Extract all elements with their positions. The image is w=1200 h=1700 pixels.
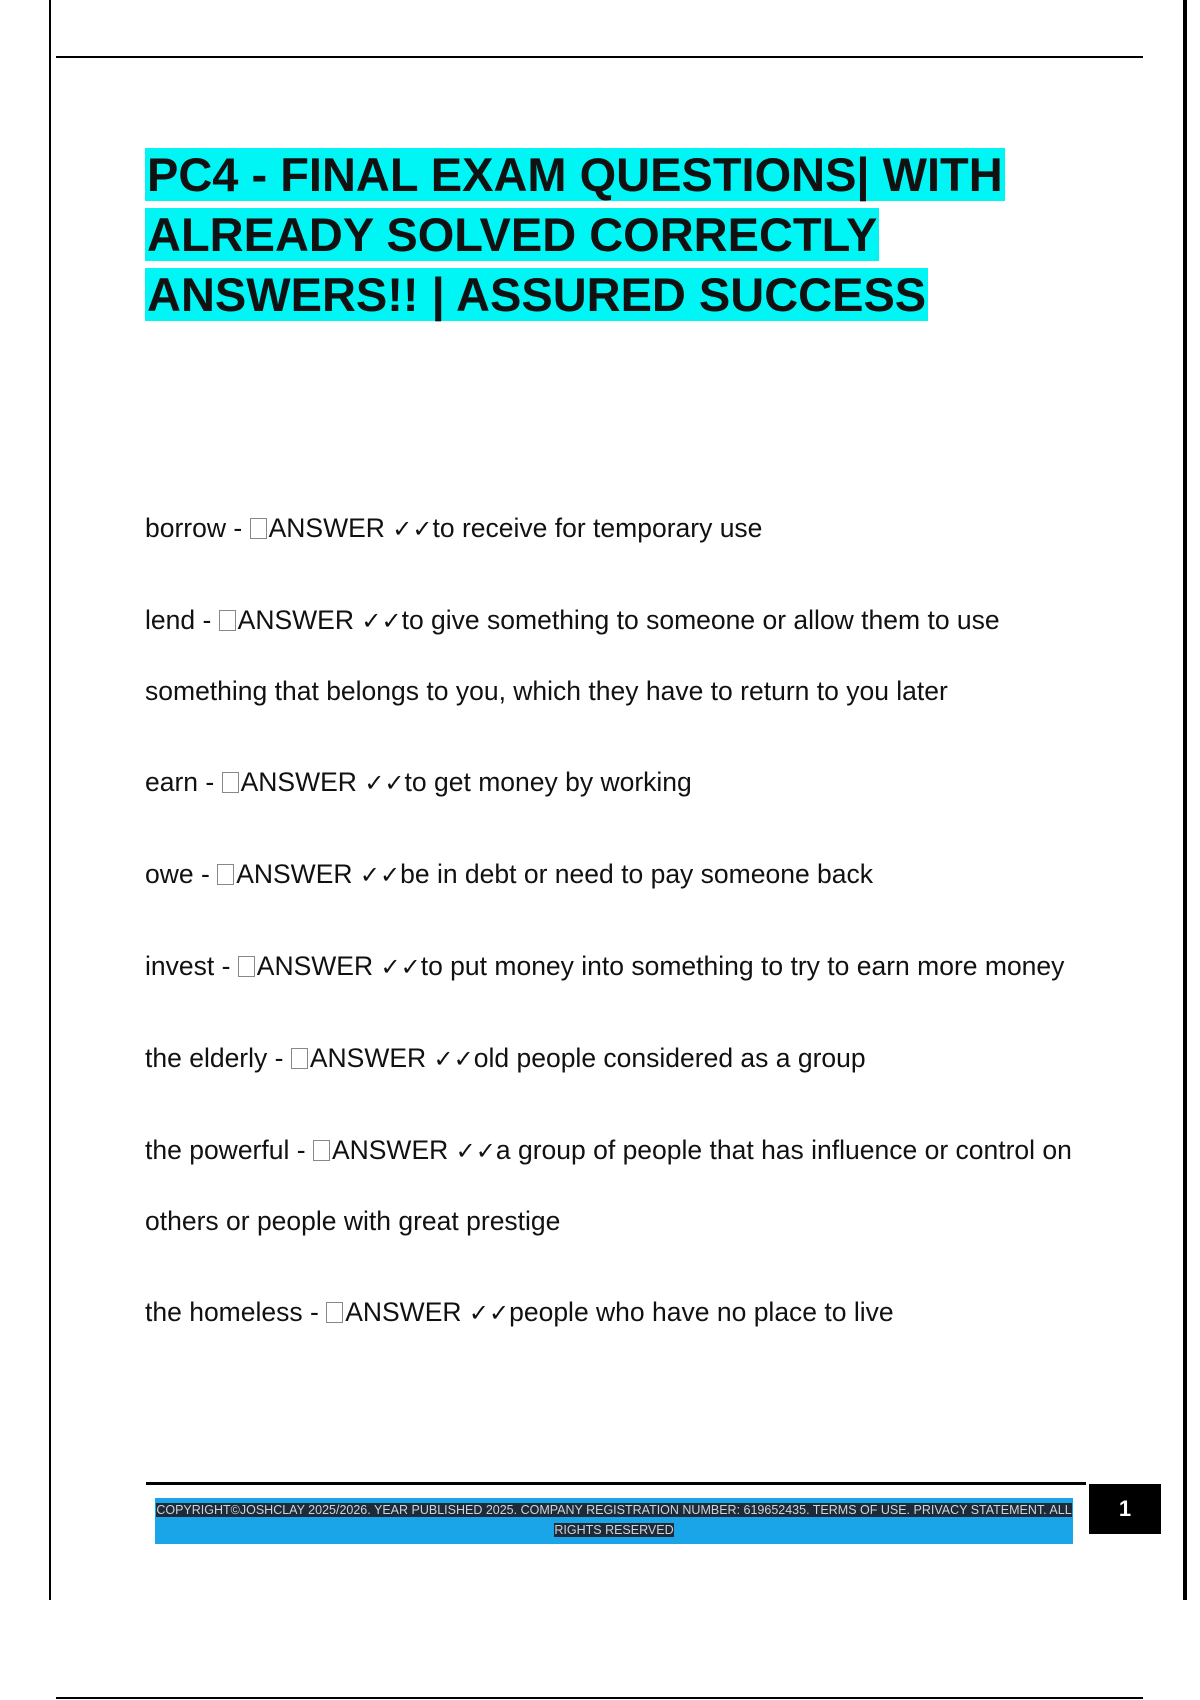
footer-rule [146,1482,1086,1485]
double-check-icon: ✓✓ [361,607,402,635]
double-check-icon: ✓✓ [433,1045,474,1073]
double-check-icon: ✓✓ [359,861,401,889]
checkbox-glyph-icon [291,1048,308,1069]
page-border-right [1183,0,1187,1600]
entry-definition: be in debt or need to pay someone back [400,859,874,889]
double-check-icon: ✓✓ [364,769,405,797]
page-title [145,145,1095,325]
qa-list [145,493,1075,1369]
footer-copyright-text: COPYRIGHT©JOSHCLAY 2025/2026. YEAR PUBLISHED 2025. COMPANY REGISTRATION NUMBER: 619652435. TERMS OF USE. PRIVACY STATEMENT. ALL RIGHTS RESERVED [156,1503,1072,1537]
entry-definition: to put money into something to try to earn more money [420,951,1065,981]
checkbox-glyph-icon [326,1302,343,1323]
checkbox-glyph-icon [219,610,236,631]
double-check-icon: ✓✓ [392,515,433,543]
page-number: 1 [1089,1484,1161,1534]
qa-entry: the powerful - ANSWER ✓✓a group of people that has influence or control on others or people with great prestige [145,1135,1072,1236]
entry-term: earn [145,767,199,797]
qa-entry: borrow - ANSWER ✓✓to receive for temporary use [145,513,763,543]
qa-entry: owe - ANSWER ✓✓be in debt or need to pay someone back [145,859,874,889]
entry-term: the homeless [145,1297,303,1327]
checkbox-glyph-icon [217,864,234,885]
next-page-rule [56,1697,1143,1699]
answer-marker: ANSWER [268,513,385,543]
entry-term: the elderly [145,1043,268,1073]
answer-marker: ANSWER [237,605,354,635]
header-rule [56,56,1143,58]
footer-copyright [155,1498,1073,1544]
page-title-text: PC4 - FINAL EXAM QUESTIONS| WITH ALREADY SOLVED CORRECTLY ANSWERS!! | ASSURED SUCCESS [147,148,1003,321]
answer-marker: ANSWER [256,951,374,981]
entry-term: borrow [145,513,227,543]
answer-marker: ANSWER [331,1135,449,1165]
answer-marker: ANSWER [236,859,353,889]
checkbox-glyph-icon [250,518,267,539]
checkbox-glyph-icon [222,772,239,793]
entry-term: invest [145,951,215,981]
entry-definition: to receive for temporary use [432,513,763,543]
qa-entry: earn - ANSWER ✓✓to get money by working [145,767,692,797]
entry-definition: old people considered as a group [473,1043,866,1073]
entry-term: owe [145,859,194,889]
entry-term: lend [145,605,196,635]
entry-definition: people who have no place to live [509,1297,894,1327]
entry-term: the powerful [145,1135,290,1165]
entry-definition: to get money by working [404,767,692,797]
qa-entry: the homeless - ANSWER ✓✓people who have no place to live [145,1297,894,1327]
qa-entry: the elderly - ANSWER ✓✓old people considered as a group [145,1043,866,1073]
answer-marker: ANSWER [345,1297,462,1327]
double-check-icon: ✓✓ [468,1299,510,1327]
answer-marker: ANSWER [240,767,357,797]
checkbox-glyph-icon [313,1140,330,1161]
page-border-left [49,0,51,1600]
entry-definition: to give something to someone or allow them to use something that belongs to you, which they have to return to you later [145,605,1000,706]
double-check-icon: ✓✓ [455,1137,496,1165]
checkbox-glyph-icon [238,956,255,977]
double-check-icon: ✓✓ [380,953,421,981]
entry-definition: a group of people that has influence or control on others or people with great prestige [145,1135,1072,1236]
answer-marker: ANSWER [309,1043,427,1073]
qa-entry: invest - ANSWER ✓✓to put money into something to try to earn more money [145,951,1065,981]
qa-entry: lend - ANSWER ✓✓to give something to someone or allow them to use something that belongs to you, which they have to return to you later [145,605,1000,706]
